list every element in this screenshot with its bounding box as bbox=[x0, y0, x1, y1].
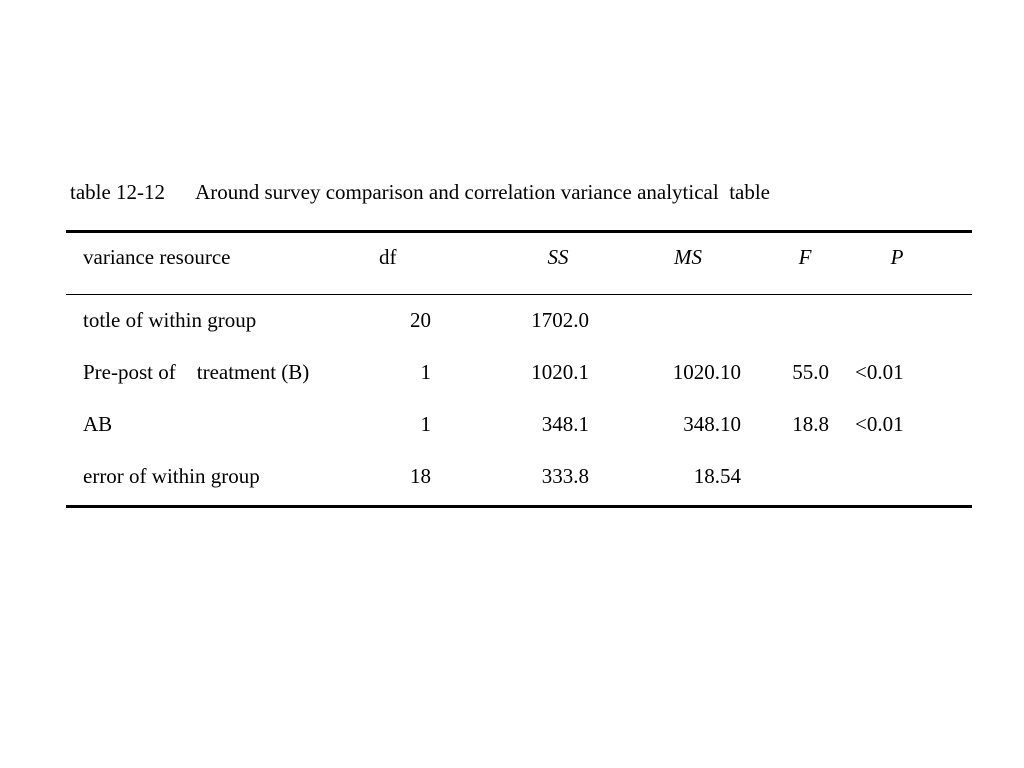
table-row-df: 18 bbox=[410, 464, 431, 488]
table-row-f: 18.8 bbox=[792, 412, 829, 436]
table-row-ss: 348.1 bbox=[541, 412, 589, 436]
column-header-f: F bbox=[798, 245, 812, 269]
table-row-df: 1 bbox=[420, 360, 431, 384]
table-row-df: 1 bbox=[420, 412, 431, 436]
table-row-p: <0.01 bbox=[855, 412, 904, 436]
table-row-f: 55.0 bbox=[792, 360, 829, 384]
table-row-source: Pre-post of treatment (B) bbox=[83, 360, 310, 384]
table-row-source: error of within group bbox=[83, 464, 260, 488]
table-row-source: totle of within group bbox=[83, 308, 257, 332]
table-number: table 12-12 bbox=[70, 180, 166, 204]
table-row-ms: 348.10 bbox=[683, 412, 741, 436]
table-row-ss: 333.8 bbox=[541, 464, 589, 488]
header-rule bbox=[66, 294, 972, 295]
column-header-p: P bbox=[890, 245, 904, 269]
column-header-ss: SS bbox=[547, 245, 569, 269]
column-header-df: df bbox=[379, 245, 397, 269]
table-title: Around survey comparison and correlation variance analytical table bbox=[195, 180, 770, 204]
table-row-df: 20 bbox=[410, 308, 431, 332]
bottom-rule bbox=[66, 505, 972, 508]
table-row-ss: 1702.0 bbox=[531, 308, 589, 332]
table-row-ss: 1020.1 bbox=[531, 360, 589, 384]
table-row-ms: 1020.10 bbox=[672, 360, 741, 384]
top-rule bbox=[66, 230, 972, 233]
table-row-ms: 18.54 bbox=[693, 464, 741, 488]
table-row-p: <0.01 bbox=[855, 360, 904, 384]
column-header-ms: MS bbox=[674, 245, 702, 269]
table-row-source: AB bbox=[83, 412, 113, 436]
column-header-variance-resource: variance resource bbox=[83, 245, 231, 269]
table-caption bbox=[70, 178, 770, 206]
